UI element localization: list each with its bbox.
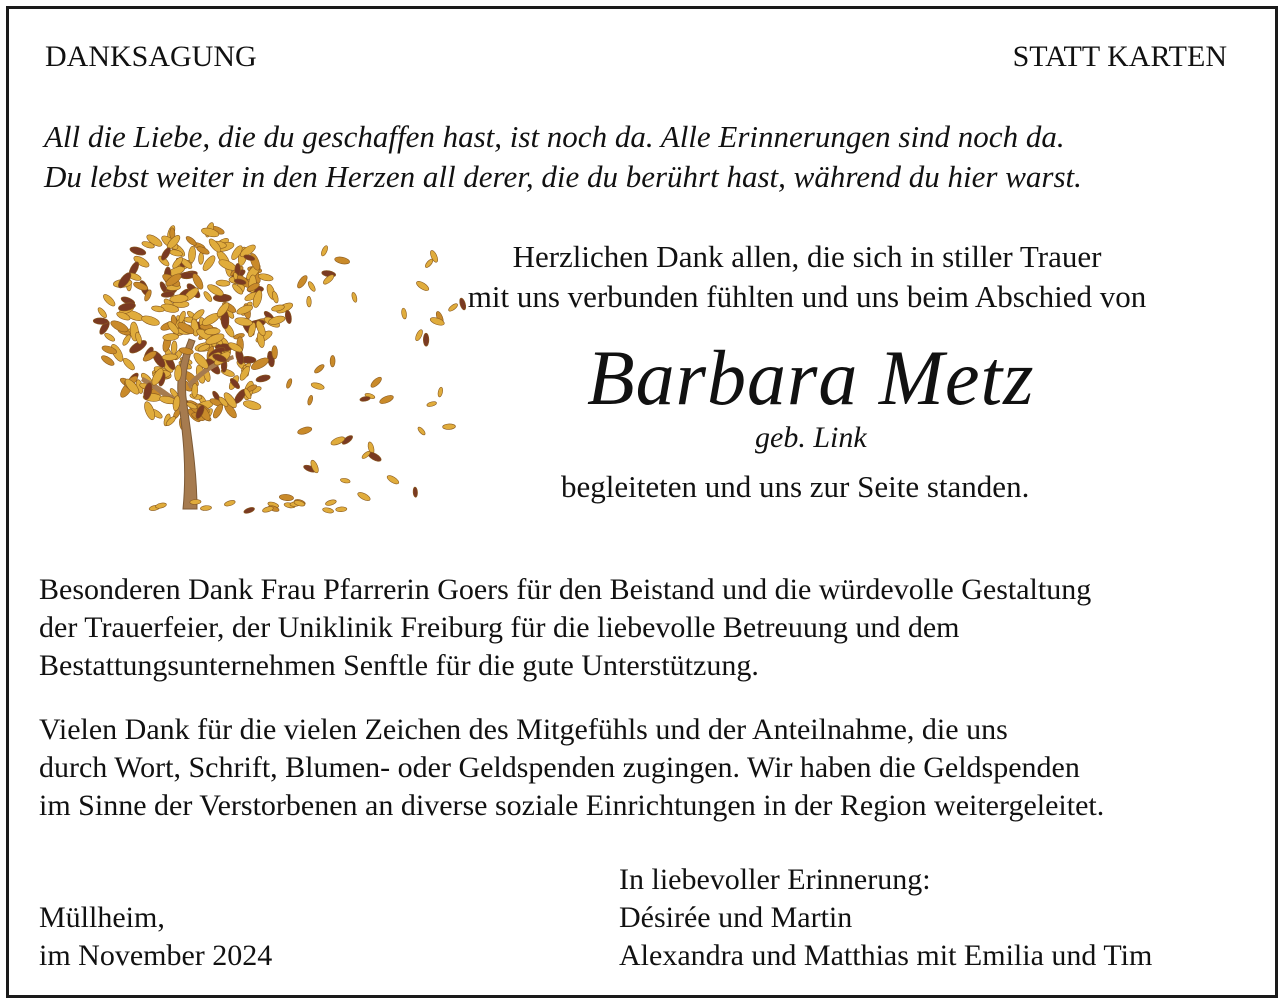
thanks-2-line-2: durch Wort, Schrift, Blumen- oder Geldspenden zugingen. Wir haben die Geldspenden [39, 751, 1080, 784]
place-town: Müllheim, [39, 901, 165, 934]
signature-line-1: Désirée und Martin [619, 901, 853, 934]
heading-danksagung: DANKSAGUNG [45, 40, 257, 73]
obituary-card [6, 6, 1278, 998]
thanks-1-line-2: der Trauerfeier, der Uniklinik Freiburg für die liebevolle Betreuung und dem [39, 611, 960, 644]
motto-line-1: All die Liebe, die du geschaffen hast, ist noch da. Alle Erinnerungen sind noch da. [44, 119, 1065, 154]
thanks-2-line-3: im Sinne der Verstorbenen an diverse soziale Einrichtungen in der Region weitergeleitet. [39, 789, 1105, 822]
maiden-name: geb. Link [755, 421, 867, 454]
after-name-line: begleiteten und uns zur Seite standen. [561, 469, 1030, 504]
heading-statt-karten: STATT KARTEN [1012, 40, 1227, 73]
deceased-name: Barbara Metz [587, 334, 1035, 421]
signature-lead: In liebevoller Erinnerung: [619, 863, 931, 896]
motto-line-2: Du lebst weiter in den Herzen all derer, die du berührt hast, während du hier warst. [44, 159, 1082, 194]
place-date: im November 2024 [39, 939, 273, 972]
intro-line-2: mit uns verbunden fühlten und uns beim Abschied von [467, 279, 1147, 314]
thanks-1-line-1: Besonderen Dank Frau Pfarrerin Goers für den Beistand und die würdevolle Gestaltung [39, 573, 1092, 606]
signature-line-2: Alexandra und Matthias mit Emilia und Tim [619, 939, 1153, 972]
thanks-1-line-3: Bestattungsunternehmen Senftle für die gute Unterstützung. [39, 649, 759, 682]
intro-line-1: Herzlichen Dank allen, die sich in stiller Trauer [512, 239, 1102, 274]
thanks-2-line-1: Vielen Dank für die vielen Zeichen des Mitgefühls und der Anteilnahme, die uns [39, 713, 1008, 746]
